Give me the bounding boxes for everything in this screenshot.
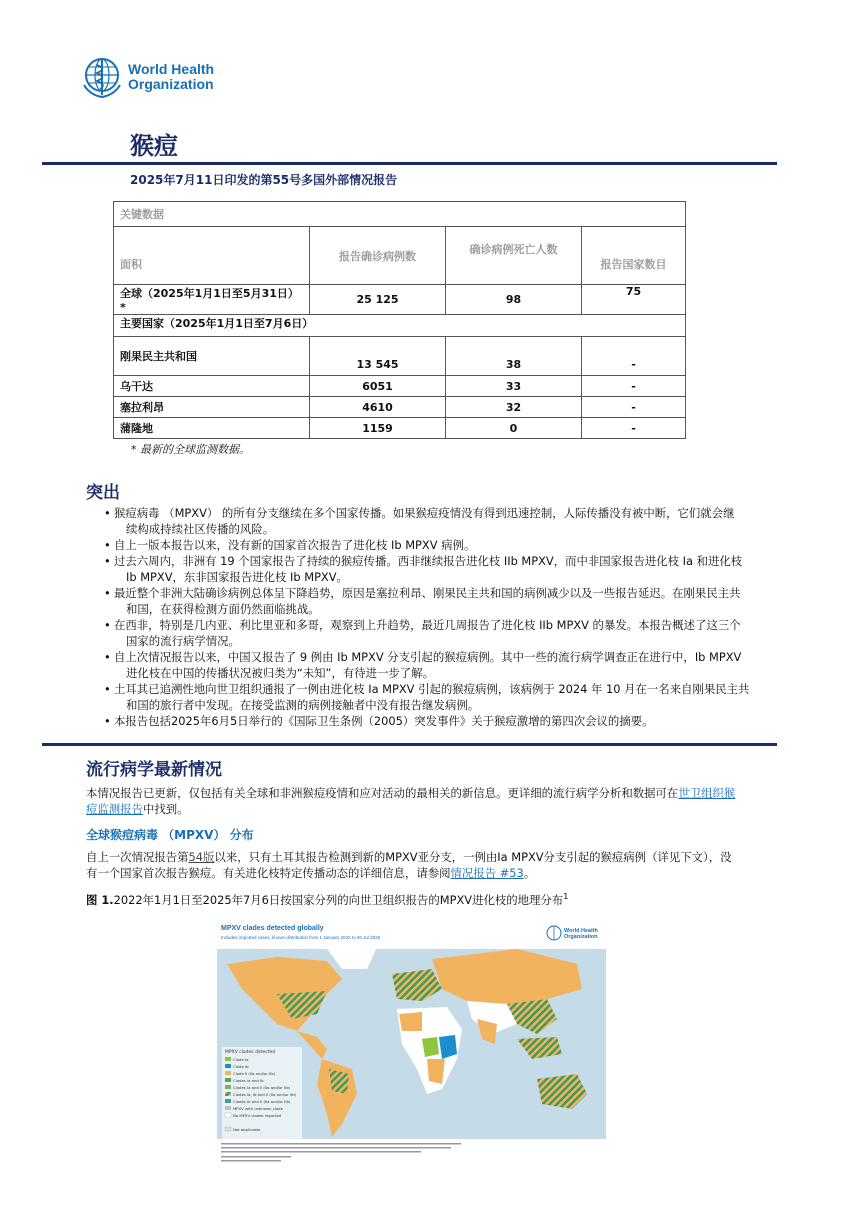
- map-logo-line-1: World Health: [564, 928, 598, 934]
- list-item: • 猴痘病毒 （MPXV） 的所有分支继续在多个国家传播。如果猴痘疫情没有得到迅速控制，人际传播没有被中断，它们就会继 续构成持续社区传播的风险。: [104, 505, 829, 537]
- key-data-caption: 关键数据: [114, 202, 686, 227]
- table-row: [114, 397, 686, 418]
- list-item: • 本报告包括2025年6月5日举行的《国际卫生条例（2005）突发事件》关于猴痘激增的第四次会议的摘要。: [104, 713, 829, 729]
- list-item: • 最近整个非洲大陆确诊病例总体呈下降趋势，原因是塞拉利昂、刚果民主共和国的病例减少以及一些报告延迟。在刚果民主共 和国，在获得检测方面仍然面临挑战。: [104, 585, 829, 617]
- epi-paragraph-2: 自上一次情况报告第54版以来，只有土耳其报告检测到新的MPXV亚分支，一例由Ia MPXV分支引起的猴痘病例（详见下文），没 有一个国家首次报告猴痘。有关进化枝特定传播动态的详细信息，请参阅情况报告 #53。: [86, 850, 732, 880]
- global-cases: 25 125: [310, 285, 446, 315]
- report-53-link[interactable]: 情况报告 #53: [450, 866, 524, 880]
- who-logo: [80, 55, 240, 99]
- col-countries: 报告国家数目: [582, 227, 686, 285]
- country-name: 蒲隆地: [114, 418, 310, 439]
- global-distribution-heading: 全球猴痘病毒 （MPXV） 分布: [86, 828, 254, 842]
- country-count: -: [582, 376, 686, 397]
- country-deaths: 33: [446, 376, 582, 397]
- title-divider: [42, 162, 777, 165]
- legend-item: Clade II (Ila and/or IIb): [233, 1071, 276, 1076]
- col-area: 面积: [114, 227, 310, 285]
- page-title: 猴痘: [130, 132, 178, 160]
- highlights-heading: 突出: [86, 483, 120, 503]
- country-name: 塞拉利昂: [114, 397, 310, 418]
- surveillance-report-link[interactable]: 世卫组织猴: [678, 786, 736, 800]
- country-count: -: [582, 397, 686, 418]
- legend-item: Clades Ib and II (Ila and/or IIb): [233, 1099, 291, 1104]
- list-item: • 在西非，特别是几内亚、利比里亚和多哥，观察到上升趋势，最近几周报告了进化枝 IIb MPXV 的暴发。本报告概述了这三个 国家的流行病学情况。: [104, 617, 829, 649]
- global-label: 全球（2025年1月1日至5月31日）*: [114, 285, 310, 315]
- epi-paragraph-1: 本情况报告已更新，仅包括有关全球和非洲猴痘疫情和应对活动的最相关的新信息。更详细的流行病学分析和数据可在世卫组织猴 痘监测报告中找到。: [86, 786, 736, 816]
- map-title: MPXV clades detected globally: [221, 925, 324, 932]
- country-deaths: 0: [446, 418, 582, 439]
- country-cases: 13 545: [310, 337, 446, 376]
- legend-title: MPXV clades detected: [225, 1050, 276, 1055]
- country-deaths: 38: [446, 337, 582, 376]
- legend-item: Clade Ib: [233, 1064, 249, 1069]
- table-footnote: * 最新的全球监测数据。: [131, 443, 250, 456]
- report-subtitle: 2025年7月11日印发的第55号多国外部情况报告: [130, 173, 398, 187]
- legend-item: MPXV with unknown clade: [233, 1106, 283, 1111]
- legend-na: Not applicable: [233, 1127, 261, 1132]
- key-data-table: [113, 201, 686, 439]
- main-countries-label: 主要国家（2025年1月1日至7月6日）: [114, 315, 686, 337]
- list-item: • 自上一版本报告以来，没有新的国家首次报告了进化枝 Ib MPXV 病例。: [104, 537, 829, 553]
- country-deaths: 32: [446, 397, 582, 418]
- map-subtitle: Includes imported cases, known distribution from 1 January 2022 to 06 Jul 2025: [221, 935, 381, 940]
- country-count: -: [582, 337, 686, 376]
- mpxv-clade-map: [217, 919, 606, 1166]
- report-54-link[interactable]: 54版: [188, 850, 215, 864]
- section-divider: [42, 743, 777, 746]
- drc: [422, 1037, 439, 1057]
- list-item: • 土耳其已追溯性地向世卫组织通报了一例由进化枝 Ia MPXV 引起的猴痘病例，该病例于 2024 年 10 月在一名来自刚果民主共 和国的旅行者中发现。在接受监测的病例接触者中没有报告继发病例。: [104, 681, 829, 713]
- epi-heading: 流行病学最新情况: [86, 760, 222, 780]
- legend-item: Clades Ia and II (Ila and/or IIb): [233, 1085, 291, 1090]
- country-name: 乌干达: [114, 376, 310, 397]
- legend-item: Clades Ia, Ib and II (Ila and/or IIb): [233, 1092, 297, 1097]
- logo-line-2: Organization: [128, 76, 214, 92]
- surveillance-report-link-cont[interactable]: 痘监测报告: [86, 802, 143, 816]
- country-cases: 1159: [310, 418, 446, 439]
- table-row: [114, 337, 686, 376]
- legend-item: Clade Ia: [233, 1057, 249, 1062]
- legend-item: No MPXV clades reported: [233, 1113, 282, 1118]
- table-row: [114, 285, 686, 315]
- highlights-list: [104, 505, 829, 729]
- figure-caption: 图 1.2022年1月1日至2025年7月6日按国家分列的向世卫组织报告的MPXV进化枝的地理分布$^1$: [86, 892, 569, 907]
- logo-line-1: World Health: [128, 61, 215, 77]
- list-item: • 自上次情况报告以来，中国又报告了 9 例由 Ib MPXV 分支引起的猴痘病例。其中一些的流行病学调查正在进行中，Ib MPXV 进化枝在中国的传播状况被归类为“未知”，有待进一步了解。: [104, 649, 829, 681]
- col-deaths: 确诊病例死亡人数: [446, 227, 582, 285]
- global-deaths: 98: [446, 285, 582, 315]
- table-row: [114, 376, 686, 397]
- map-logo-line-2: Organization: [564, 934, 598, 940]
- col-cases: 报告确诊病例数: [310, 227, 446, 285]
- who-emblem-icon: [80, 55, 124, 99]
- list-item: • 过去六周内，非洲有 19 个国家报告了持续的猴痘传播。西非继续报告进化枝 IIb MPXV，而中非国家报告进化枝 Ia 和进化枝 Ib MPXV，东非国家报告进化枝 Ib MPXV。: [104, 553, 829, 585]
- country-count: -: [582, 418, 686, 439]
- country-cases: 6051: [310, 376, 446, 397]
- legend-item: Clades Ia and Ib: [233, 1078, 264, 1083]
- global-countries: 75: [582, 285, 686, 315]
- table-row: [114, 418, 686, 439]
- country-cases: 4610: [310, 397, 446, 418]
- country-name: 刚果民主共和国: [114, 337, 310, 376]
